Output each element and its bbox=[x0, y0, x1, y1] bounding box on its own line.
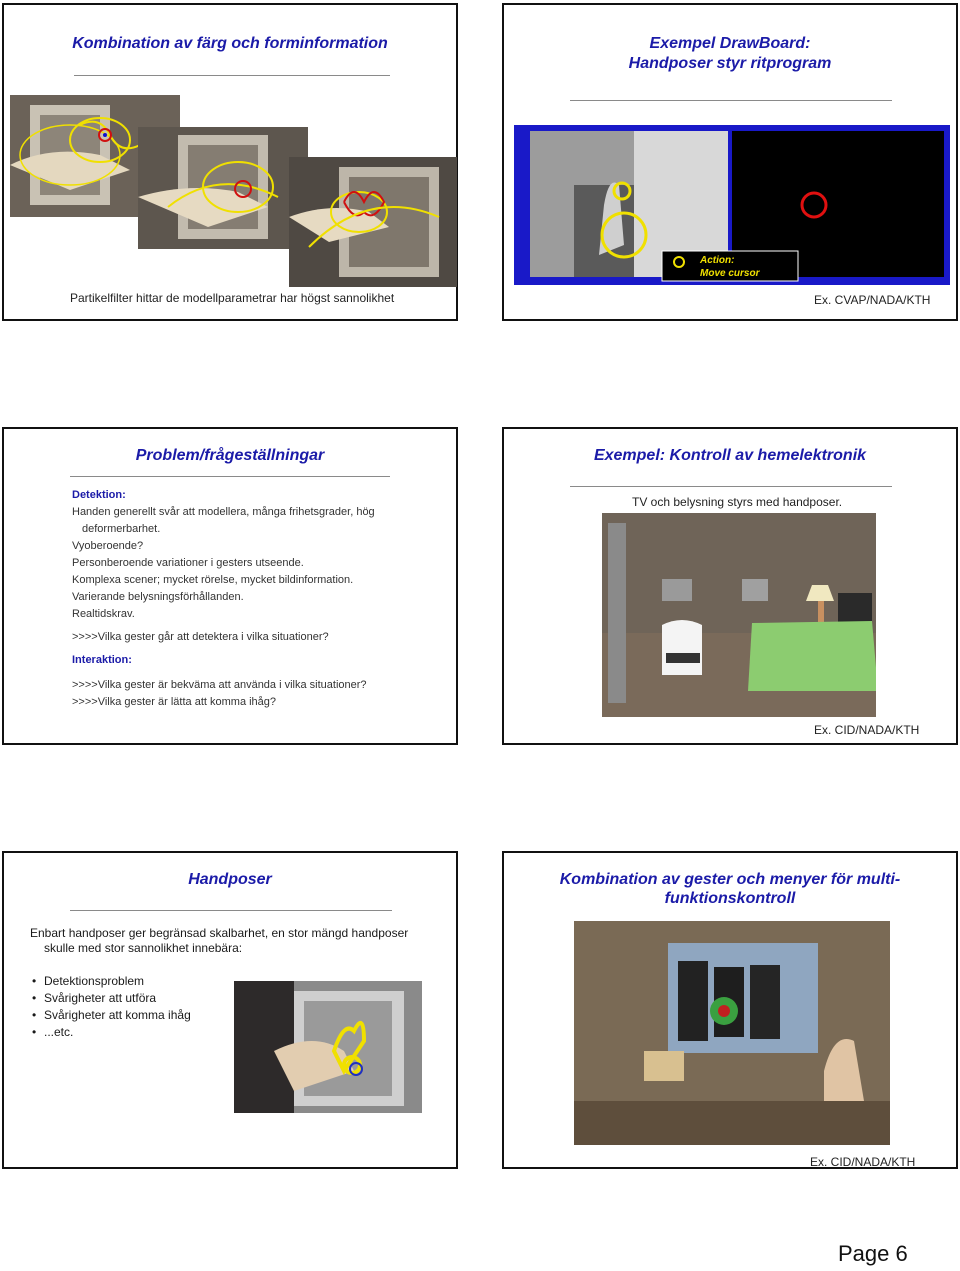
line-0: Handen generellt svår att modellera, många frihetsgrader, hög bbox=[72, 506, 375, 518]
slide-drawboard bbox=[502, 3, 958, 321]
slide-credit: Ex. CVAP/NADA/KTH bbox=[814, 293, 931, 307]
page-number: Page 6 bbox=[838, 1241, 908, 1266]
problem-list bbox=[72, 487, 452, 711]
question-2: >>>>Vilka gester är bekväma att använda i vilka situationer? bbox=[72, 679, 367, 691]
hand-pose-photo bbox=[234, 981, 422, 1113]
bullet-item: • ...etc. bbox=[32, 1024, 191, 1041]
slide-gestures-menus bbox=[502, 851, 958, 1169]
title-rule bbox=[570, 100, 892, 101]
living-room-photo bbox=[602, 513, 876, 717]
line-5: Varierande belysningsförhållanden. bbox=[72, 591, 244, 603]
bullet-list bbox=[32, 973, 191, 1041]
intro-line-1: Enbart handposer ger begränsad skalbarhet, en stor mängd handposer bbox=[30, 926, 409, 940]
slide-title-line2: Handposer styr ritprogram bbox=[628, 55, 832, 72]
slide-title: Kombination av färg och forminformation bbox=[72, 35, 388, 52]
line-1: deformerbarhet. bbox=[82, 523, 161, 535]
projection-photo bbox=[574, 921, 890, 1145]
line-3: Personberoende variationer i gesters utseende. bbox=[72, 557, 304, 569]
bullet-item: • Svårigheter att utföra bbox=[32, 990, 191, 1007]
line-4: Komplexa scener; mycket rörelse, mycket bildinformation. bbox=[72, 574, 354, 586]
action-value: Move cursor bbox=[700, 268, 760, 279]
bullet-item: • Svårigheter att komma ihåg bbox=[32, 1007, 191, 1024]
intro-line-2: skulle med stor sannolikhet innebära: bbox=[44, 941, 243, 955]
slide-caption: Partikelfilter hittar de modellparametrar har högst sannolikhet bbox=[70, 291, 395, 305]
bullet-item: • Detektionsproblem bbox=[32, 973, 191, 990]
title-rule bbox=[74, 75, 390, 76]
action-label: Action: bbox=[700, 255, 735, 266]
title-rule bbox=[70, 910, 392, 911]
slide-credit: Ex. CID/NADA/KTH bbox=[810, 1155, 916, 1169]
slide-caption: TV och belysning styrs med handposer. bbox=[632, 495, 843, 509]
slide-title: Problem/frågeställningar bbox=[135, 447, 325, 464]
slide-home-electronics bbox=[502, 427, 958, 745]
slide-title: Exempel: Kontroll av hemelektronik bbox=[593, 447, 867, 464]
title-rule bbox=[70, 476, 390, 477]
line-6: Realtidskrav. bbox=[72, 608, 135, 620]
question-1: >>>>Vilka gester går att detektera i vilka situationer? bbox=[72, 631, 329, 643]
detektion-header: Detektion: bbox=[72, 489, 126, 501]
interaktion-header: Interaktion: bbox=[72, 654, 132, 666]
slide-handposer bbox=[2, 851, 458, 1169]
slide-title-line1: Kombination av gester och menyer för multi- bbox=[559, 871, 901, 888]
tracking-frame-3 bbox=[289, 157, 457, 287]
drawboard-screenshot bbox=[514, 125, 950, 285]
slide-title-line2: funktionskontroll bbox=[664, 890, 796, 907]
slide-credit: Ex. CID/NADA/KTH bbox=[814, 723, 920, 737]
tracking-frame-2 bbox=[138, 127, 308, 249]
question-3: >>>>Vilka gester är lätta att komma ihåg? bbox=[72, 696, 277, 708]
slide-color-shape bbox=[2, 3, 458, 321]
title-rule bbox=[570, 486, 892, 487]
line-2: Vyoberoende? bbox=[72, 540, 144, 552]
slide-title: Handposer bbox=[188, 871, 272, 888]
slide-problems bbox=[2, 427, 458, 745]
slide-title-line1: Exempel DrawBoard: bbox=[649, 35, 811, 52]
